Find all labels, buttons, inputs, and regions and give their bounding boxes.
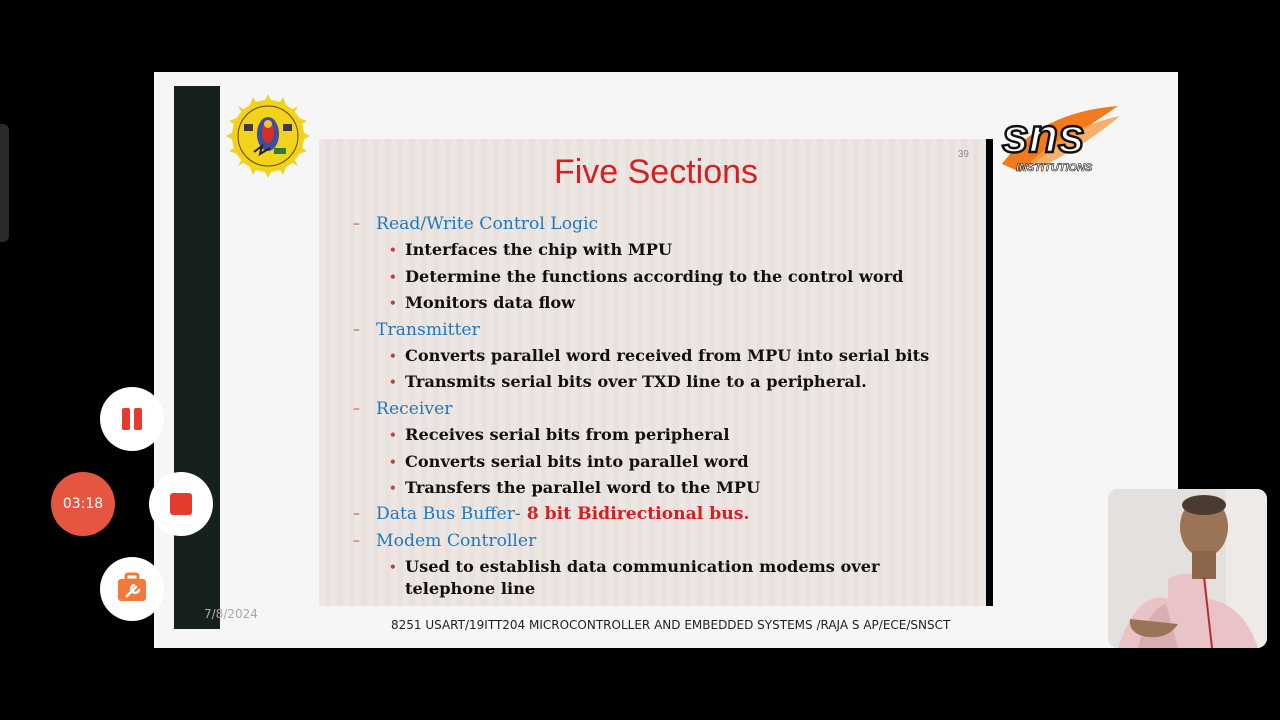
recorder-tools-button[interactable] <box>100 557 164 621</box>
toolbox-icon <box>100 557 164 621</box>
slide-side-bar <box>174 86 220 629</box>
section-heading: – Transmitter <box>353 319 480 340</box>
bullet-item: • Converts parallel word received from MPU into serial bits <box>389 345 930 365</box>
recording-timer[interactable]: 03:18 <box>51 472 115 536</box>
logo-subtext: INSTITUTIONS <box>1016 162 1093 174</box>
bullet-item: • Interfaces the chip with MPU <box>389 240 673 260</box>
bullet-item: • Converts serial bits into parallel word <box>389 451 749 471</box>
sns-institutions-logo <box>1000 102 1124 178</box>
section-heading-note: 8 bit Bidirectional bus. <box>520 504 750 525</box>
section-list <box>353 211 973 600</box>
slide-frame <box>154 72 1178 648</box>
slide-content <box>319 139 993 606</box>
stop-icon <box>170 493 192 515</box>
webcam-preview[interactable] <box>1108 489 1267 648</box>
bullet-item: • Receives serial bits from peripheral <box>389 425 730 445</box>
section-heading: – Data Bus Buffer- 8 bit Bidirectional bus. <box>353 504 750 525</box>
bullet-item: • Transfers the parallel word to the MPU <box>389 477 761 497</box>
bullet-item: • Monitors data flow <box>389 293 576 313</box>
slide-title: Five Sections <box>553 153 759 191</box>
slide-content-edge <box>986 139 993 606</box>
presenter-video <box>1108 489 1267 648</box>
edge-handle[interactable] <box>0 124 9 242</box>
pause-recording-button[interactable] <box>100 387 164 451</box>
bullet-item: • Determine the functions according to the control word <box>389 266 904 286</box>
bullet-item: • Transmits serial bits over TXD line to a peripheral. <box>389 372 867 392</box>
section-heading: – Modem Controller <box>353 530 537 551</box>
slide-footer: 8251 USART/19ITT204 MICROCONTROLLER AND EMBEDDED SYSTEMS /RAJA S AP/ECE/SNSCT <box>391 618 951 632</box>
slide-number: 39 <box>957 149 969 160</box>
slide-date: 7/8/2024 <box>204 607 258 621</box>
section-heading: – Receiver <box>353 398 453 419</box>
bullet-item: • Used to establish data communication modems over telephone line <box>389 557 880 599</box>
stop-recording-button[interactable] <box>149 472 213 536</box>
section-heading: – Read/Write Control Logic <box>353 214 599 234</box>
college-seal-icon <box>226 94 310 178</box>
logo-text: sns <box>1002 110 1085 163</box>
